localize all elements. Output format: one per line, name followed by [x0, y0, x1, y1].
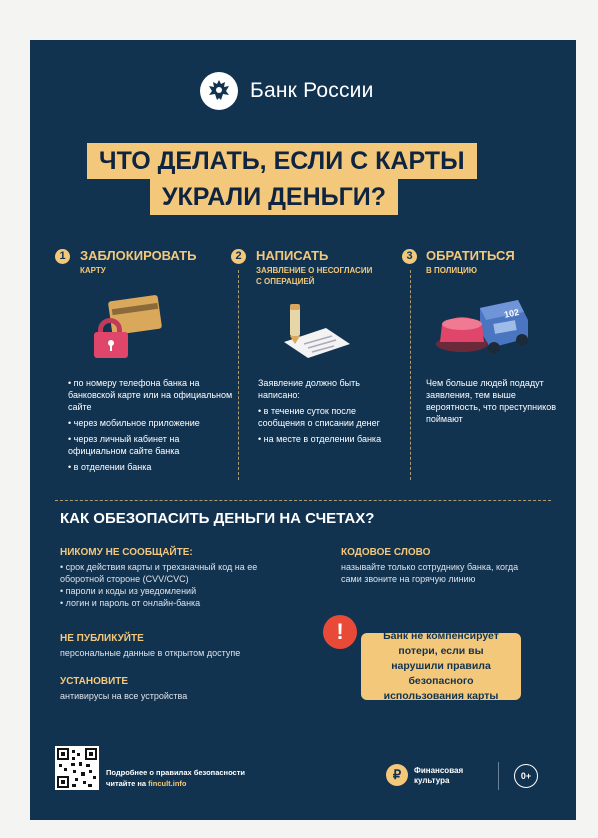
step2-list	[258, 377, 398, 449]
list-item: • на месте в отделении банка	[258, 434, 382, 444]
install-heading: УСТАНОВИТЕ	[60, 676, 129, 687]
step2-title: НАПИСАТЬ	[256, 248, 329, 263]
section-divider	[55, 500, 551, 501]
list-item: • по номеру телефона банка на банковской карте или на официальном сайте	[68, 378, 233, 412]
step1-list	[68, 377, 238, 477]
footer-divider	[498, 762, 499, 790]
dont-publish-heading: НЕ ПУБЛИКУЙТЕ	[60, 633, 144, 644]
column-divider	[410, 270, 411, 480]
police-number: 102	[503, 306, 520, 320]
step2-number: 2	[231, 249, 246, 264]
page-title-line2: УКРАЛИ ДЕНЬГИ?	[150, 179, 398, 215]
fincult-link[interactable]: fincult.info	[148, 779, 187, 788]
step1-title: ЗАБЛОКИРОВАТЬ	[80, 248, 197, 263]
age-rating-badge: 0+	[514, 764, 538, 788]
code-word-heading: КОДОВОЕ СЛОВО	[341, 547, 431, 558]
warning-box	[361, 630, 521, 702]
install-text: антивирусы на все устройства	[60, 691, 188, 701]
locked-card-icon	[90, 292, 170, 367]
list-item: • срок действия карты и трехзначный код на ее оборотной стороне (CVV/CVC)	[60, 562, 258, 584]
step3-text: Чем больше людей подадут заявления, тем выше вероятность, что преступников поймают	[426, 378, 556, 424]
brand-line1: Финансовая	[414, 766, 464, 775]
footer-line1: Подробнее о правилах безопасности	[106, 768, 246, 777]
step3-title: ОБРАТИТЬСЯ	[426, 248, 515, 263]
footer-line2: читайте на fincult.info	[106, 779, 187, 788]
list-item: • в течение суток после сообщения о списании денег	[258, 406, 380, 428]
list-item: • логин и пароль от онлайн-банка	[60, 598, 201, 608]
list-item: • через личный кабинет на официальном сайте банка	[68, 434, 180, 456]
list-item: • в отделении банка	[68, 462, 152, 472]
code-word-text: называйте только сотруднику банка, когда сами звоните на горячую линию	[341, 562, 519, 584]
warning-icon: !	[323, 615, 357, 649]
bank-logo	[200, 72, 374, 110]
police-car-icon	[434, 294, 530, 365]
step1-subtitle: КАРТУ	[80, 266, 106, 275]
list-item: • через мобильное приложение	[68, 418, 200, 428]
list-item: • пароли и коды из уведомлений	[60, 586, 197, 596]
dont-tell-heading: НИКОМУ НЕ СООБЩАЙТЕ:	[60, 547, 193, 558]
step3-subtitle: В ПОЛИЦИЮ	[426, 266, 477, 275]
ruble-logo-icon: ₽	[386, 764, 408, 786]
page-title-line1: ЧТО ДЕЛАТЬ, ЕСЛИ С КАРТЫ	[87, 143, 477, 179]
dont-tell-list	[60, 561, 290, 609]
warning-text: Банк не компенсирует потери, если вы нарушили правила безопасного использования карты	[383, 630, 499, 702]
qr-code[interactable]	[55, 746, 99, 790]
step1-number: 1	[55, 249, 70, 264]
safety-section-title: КАК ОБЕЗОПАСИТЬ ДЕНЬГИ НА СЧЕТАХ?	[60, 510, 375, 527]
step3-number: 3	[402, 249, 417, 264]
fin-culture-brand	[414, 766, 463, 786]
pen-document-icon	[274, 300, 354, 365]
step2-subtitle: ЗАЯВЛЕНИЕ О НЕСОГЛАСИИ С ОПЕРАЦИЕЙ	[256, 266, 373, 286]
poster	[30, 40, 576, 820]
footer-text	[106, 767, 245, 789]
bank-name: Банк России	[250, 79, 374, 102]
dont-publish-text: персональные данные в открытом доступе	[60, 648, 241, 658]
eagle-emblem-icon	[200, 72, 238, 110]
column-divider	[238, 270, 239, 480]
brand-line2: культура	[414, 776, 450, 785]
step2-intro: Заявление должно быть написано:	[258, 378, 360, 400]
